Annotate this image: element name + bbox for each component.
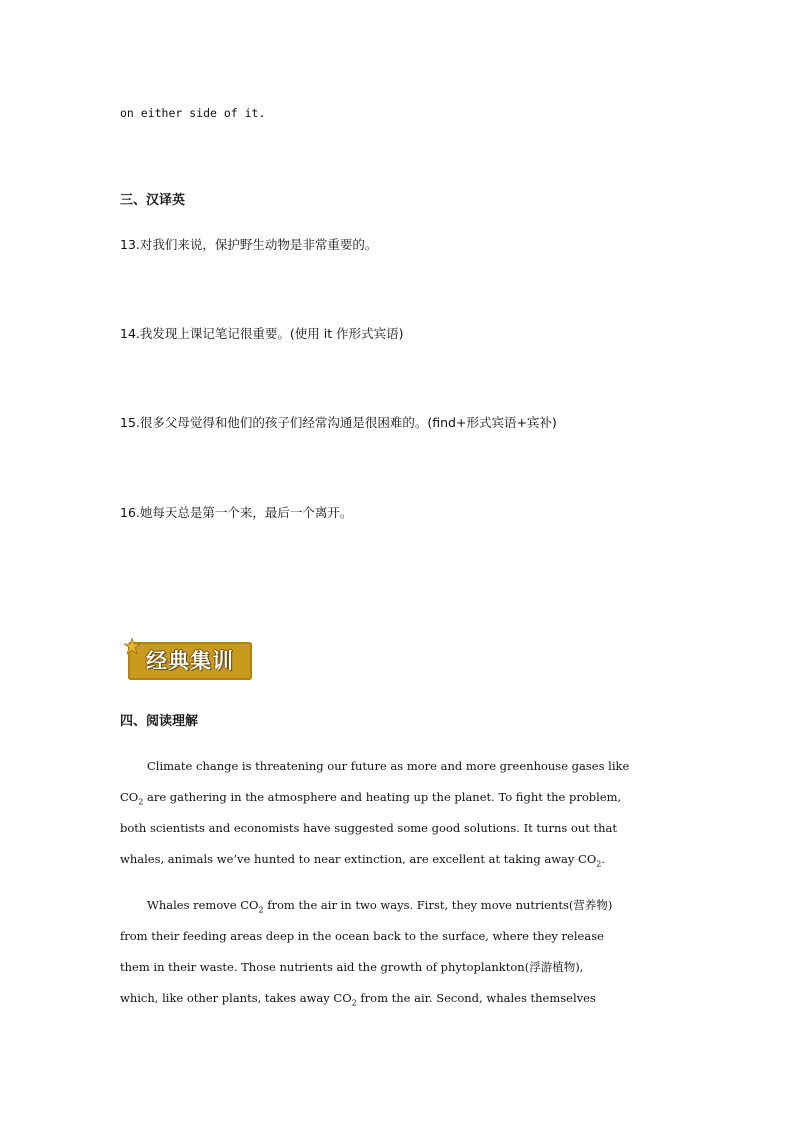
- section-banner: [124, 638, 254, 682]
- paragraph-1-line-4: whales, animals we’ve hunted to near extinction, are excellent at taking away $CO_2$.: [120, 852, 606, 869]
- section-4-title: 四、阅读理解: [120, 714, 199, 729]
- paragraph-1-line-1: Climate change is threatening our future as more and more greenhouse gases like: [147, 759, 630, 773]
- paragraph-2-line-1: Whales remove $CO_2$ from the air in two ways. First, they move nutrients(营养物): [147, 898, 613, 915]
- question-16: 16.她每天总是第一个来，最后一个离开。: [120, 505, 353, 520]
- paragraph-1-line-3: both scientists and economists have suggested some good solutions. It turns out that: [120, 821, 618, 835]
- paragraph-2-line-4: which, like other plants, takes away $CO_2$ from the air. Second, whales themselves: [120, 991, 596, 1008]
- paragraph-2-line-2: from their feeding areas deep in the ocean back to the surface, where they release: [120, 929, 604, 943]
- passage-paragraph-1: [120, 751, 674, 875]
- banner-label: 经典集训: [146, 649, 234, 673]
- paragraph-2-line-3: them in their waste. Those nutrients aid the growth of phytoplankton(浮游植物),: [120, 960, 584, 974]
- question-14: 14.我发现上课记笔记很重要。(使用 it 作形式宾语): [120, 326, 404, 341]
- paragraph-1-line-2: $CO_2$ are gathering in the atmosphere and heating up the planet. To fight the problem,: [120, 790, 622, 807]
- continuation-text: on either side of it.: [120, 106, 266, 120]
- question-15: 15.很多父母觉得和他们的孩子们经常沟通是很困难的。(find+形式宾语+宾补): [120, 415, 557, 430]
- passage-paragraph-2: [120, 890, 674, 1014]
- section-3-title: 三、汉译英: [120, 193, 186, 208]
- question-13: 13.对我们来说，保护野生动物是非常重要的。: [120, 237, 378, 252]
- star-icon: [124, 638, 140, 654]
